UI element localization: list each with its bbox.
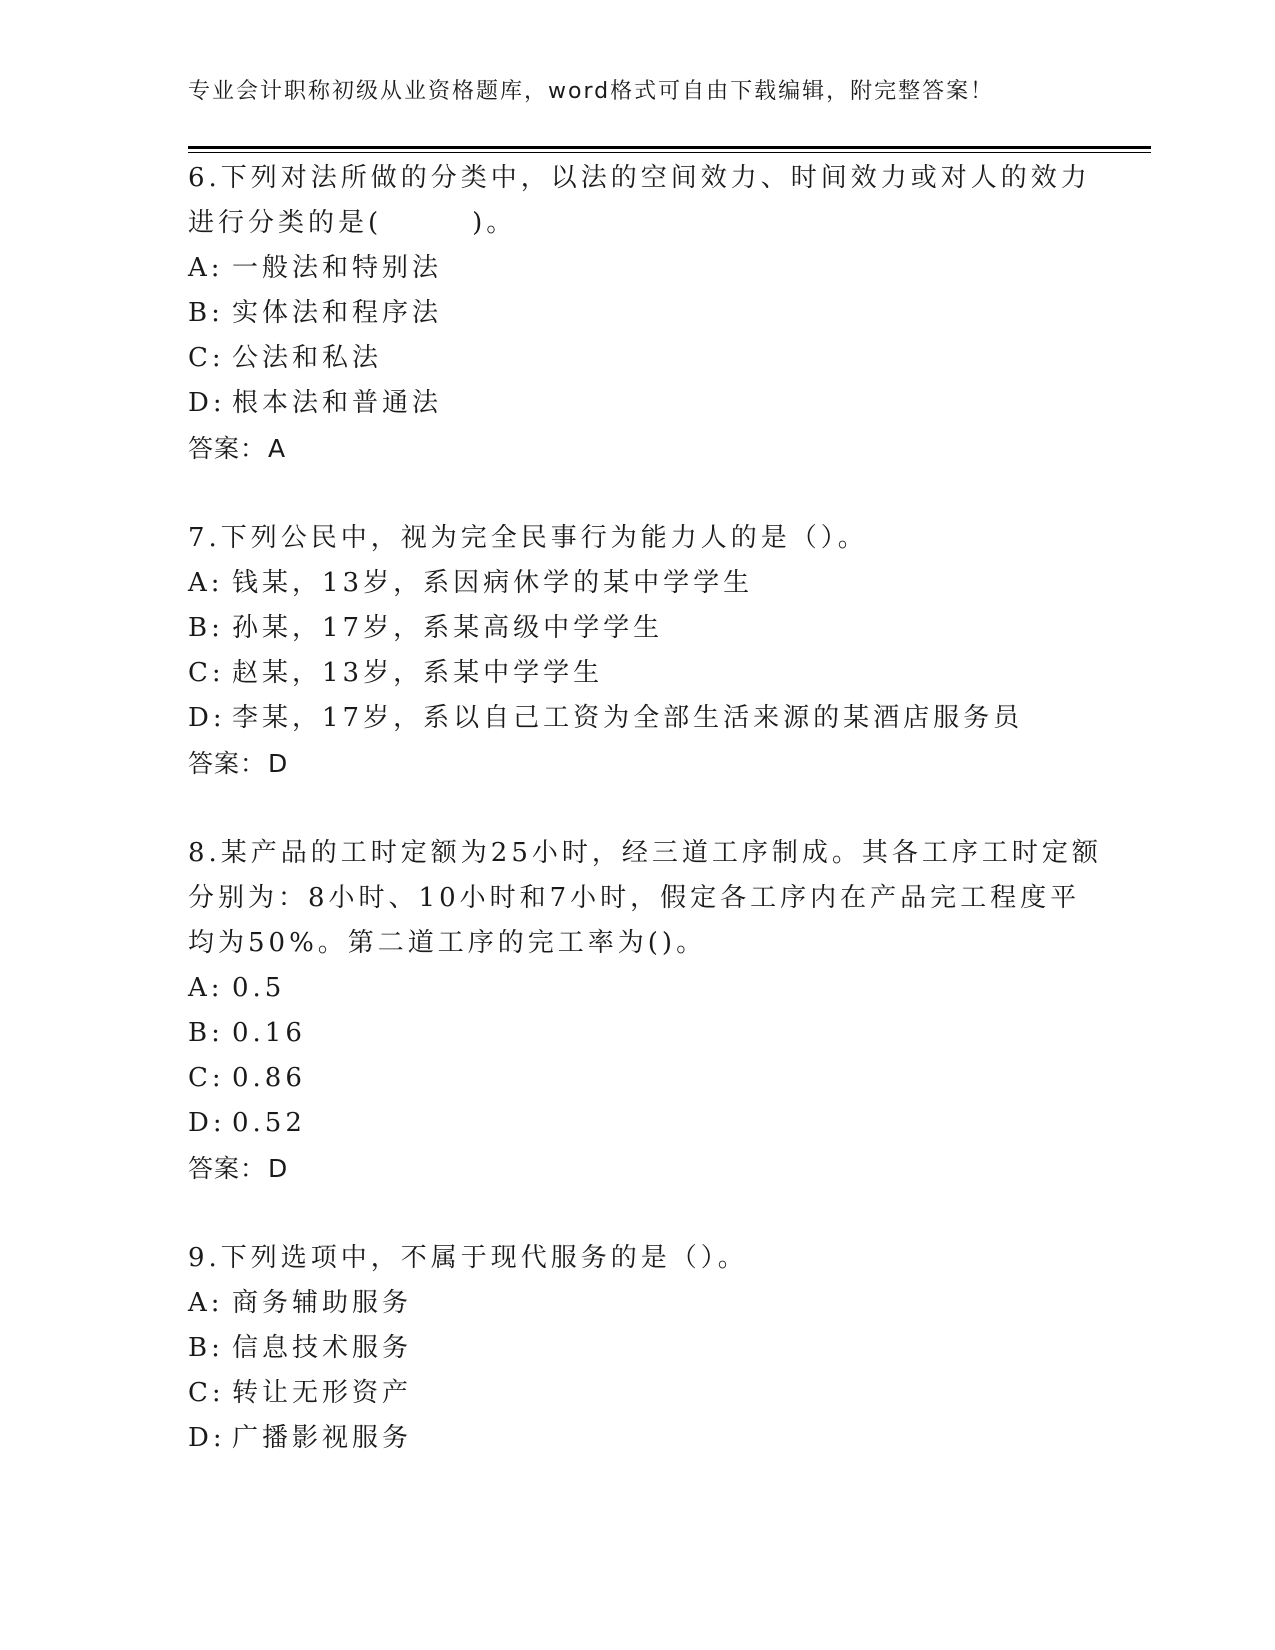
option-letter: A: — [188, 973, 224, 1003]
question-7 — [188, 516, 1088, 787]
option-text: 实体法和程序法 — [232, 298, 443, 328]
question-8 — [188, 831, 1102, 1192]
answer-label: 答案： — [188, 749, 267, 778]
option-a — [188, 246, 1088, 291]
option-b — [188, 291, 1088, 336]
option-letter: C: — [188, 1063, 225, 1093]
option-letter: D: — [188, 1423, 226, 1453]
option-letter: A: — [188, 253, 224, 283]
option-c — [188, 1371, 1088, 1416]
question-stem: 7.下列公民中，视为完全民事行为能力人的是（）。 — [188, 523, 868, 553]
spacer — [188, 1192, 1088, 1236]
option-b — [188, 606, 1088, 651]
option-letter: C: — [188, 1378, 225, 1408]
option-letter: A: — [188, 1288, 224, 1318]
option-c — [188, 651, 1088, 696]
option-b — [188, 1326, 1088, 1371]
option-letter: B: — [188, 1018, 224, 1048]
answer-line — [188, 741, 1088, 787]
option-text: 公法和私法 — [232, 343, 383, 373]
answer-value: A — [268, 434, 287, 463]
option-letter: B: — [188, 613, 224, 643]
header-rule-thick — [188, 146, 1151, 149]
option-letter: B: — [188, 298, 224, 328]
spacer — [188, 787, 1088, 831]
option-text: 孙某，17岁，系某高级中学学生 — [232, 613, 664, 643]
spacer — [188, 472, 1088, 516]
option-b — [188, 1011, 1088, 1056]
option-d — [188, 1101, 1088, 1146]
question-stem: 8.某产品的工时定额为25小时，经三道工序制成。其各工序工时定额 — [188, 838, 1102, 868]
question-stem: 均为50%。第二道工序的完工率为()。 — [188, 928, 707, 958]
option-letter: C: — [188, 658, 225, 688]
option-letter: D: — [188, 703, 226, 733]
question-list — [188, 156, 1102, 1461]
option-text: 一般法和特别法 — [232, 253, 443, 283]
option-c — [188, 336, 1088, 381]
option-letter: D: — [188, 388, 226, 418]
question-6 — [188, 156, 1091, 472]
answer-value: D — [268, 1154, 289, 1183]
option-d — [188, 1416, 1088, 1461]
option-text: 0.52 — [232, 1108, 306, 1138]
option-d — [188, 381, 1088, 426]
header-rule-thin — [188, 152, 1151, 153]
option-text: 钱某，13岁，系因病休学的某中学学生 — [232, 568, 754, 598]
option-text: 信息技术服务 — [232, 1333, 413, 1363]
option-letter: A: — [188, 568, 224, 598]
option-text: 赵某，13岁，系某中学学生 — [232, 658, 604, 688]
option-c — [188, 1056, 1088, 1101]
answer-label: 答案： — [188, 434, 267, 463]
page-header: 专业会计职称初级从业资格题库，word格式可自由下载编辑，附完整答案！ — [188, 79, 995, 104]
option-letter: D: — [188, 1108, 226, 1138]
option-letter: C: — [188, 343, 225, 373]
answer-value: D — [268, 749, 289, 778]
question-stem: 进行分类的是( )。 — [188, 208, 517, 238]
option-letter: B: — [188, 1333, 224, 1363]
option-a — [188, 966, 1088, 1011]
option-text: 0.5 — [232, 973, 286, 1003]
answer-line — [188, 1146, 1088, 1192]
option-text: 李某，17岁，系以自己工资为全部生活来源的某酒店服务员 — [232, 703, 1024, 733]
option-a — [188, 1281, 1088, 1326]
option-text: 根本法和普通法 — [232, 388, 443, 418]
option-text: 转让无形资产 — [232, 1378, 413, 1408]
option-text: 广播影视服务 — [232, 1423, 413, 1453]
question-stem: 分别为：8小时、10小时和7小时，假定各工序内在产品完工程度平 — [188, 883, 1081, 913]
question-9 — [188, 1236, 1088, 1461]
option-d — [188, 696, 1088, 741]
option-text: 商务辅助服务 — [232, 1288, 413, 1318]
answer-line — [188, 426, 1088, 472]
option-text: 0.16 — [232, 1018, 306, 1048]
answer-label: 答案： — [188, 1154, 267, 1183]
option-a — [188, 561, 1088, 606]
option-text: 0.86 — [232, 1063, 306, 1093]
question-stem: 6.下列对法所做的分类中，以法的空间效力、时间效力或对人的效力 — [188, 163, 1091, 193]
question-stem: 9.下列选项中，不属于现代服务的是（）。 — [188, 1243, 748, 1273]
